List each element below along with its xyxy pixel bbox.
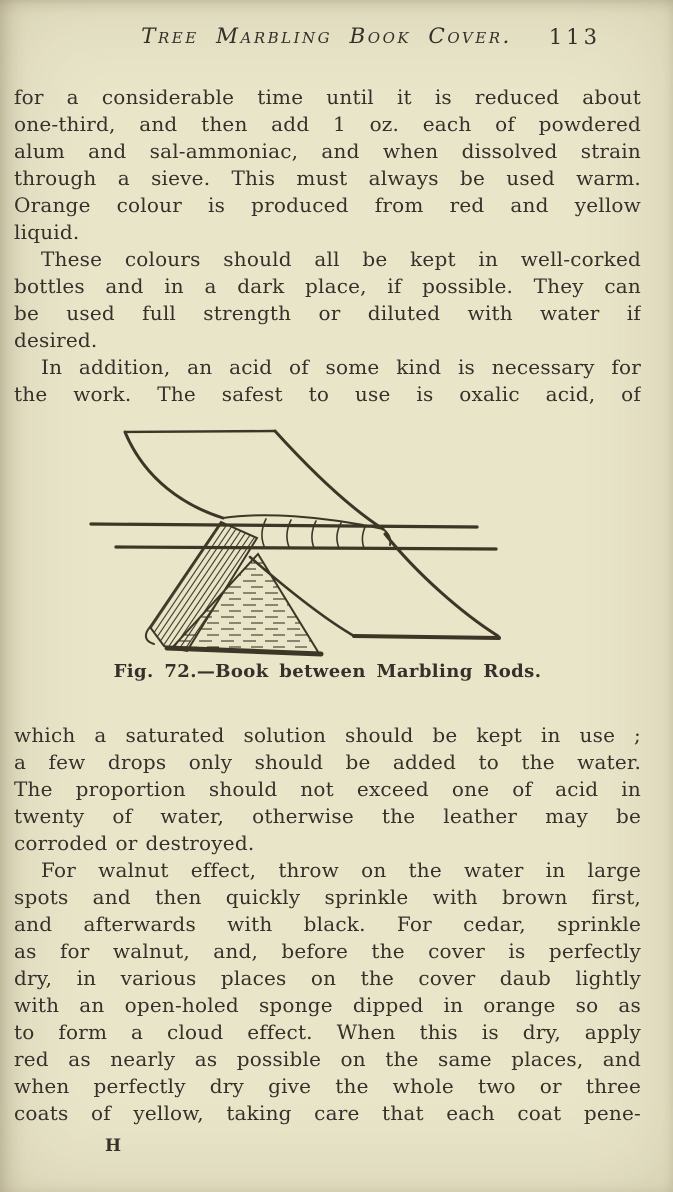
text-line: desired.: [14, 328, 98, 352]
text-line: through a sieve. This must always be used warm.: [14, 166, 641, 190]
upper-rod-line: [91, 524, 477, 527]
text-line: liquid.: [14, 220, 80, 244]
figure-72: [88, 422, 568, 684]
text-line: alum and sal-ammoniac, and when dissolved strain: [14, 139, 641, 163]
left-cover: [125, 431, 383, 529]
text-line: These colours should all be kept in well-corked: [41, 247, 641, 271]
right-cover-bottom-edge: [354, 636, 499, 638]
paragraph: [14, 84, 641, 246]
figure-illustration: [88, 422, 568, 658]
text-line: one-third, and then add 1 oz. each of powdered: [14, 112, 641, 136]
text-line: and afterwards with black. For cedar, sprinkle: [14, 912, 641, 936]
text-line: to form a cloud effect. When this is dry, apply: [14, 1020, 641, 1044]
body-text: [14, 84, 641, 1127]
paragraph: [14, 857, 641, 1127]
text-line: The proportion should not exceed one of acid in: [14, 777, 641, 801]
text-line: red as nearly as possible on the same places, and: [14, 1047, 641, 1071]
paragraph: [14, 722, 641, 857]
text-line: bottles and in a dark place, if possible. They can: [14, 274, 641, 298]
signature-mark: H: [105, 1136, 123, 1156]
text-line: as for walnut, and, before the cover is perfectly: [14, 939, 641, 963]
text-line: with an open-holed sponge dipped in orange so as: [14, 993, 641, 1017]
text-line: spots and then quickly sprinkle with brown first,: [14, 885, 641, 909]
paragraph: [14, 354, 641, 408]
text-line: dry, in various places on the cover daub lightly: [14, 966, 641, 990]
running-head: [14, 24, 639, 49]
text-line: be used full strength or diluted with water if: [14, 301, 641, 325]
text-line: when perfectly dry give the whole two or three: [14, 1074, 641, 1098]
text-line: for a considerable time until it is reduced about: [14, 85, 641, 109]
page-number: 113: [548, 25, 601, 49]
figure-caption: Fig. 72.—Book between Marbling Rods.: [113, 661, 542, 682]
text-line: Orange colour is produced from red and yellow: [14, 193, 641, 217]
text-line: a few drops only should be added to the water.: [14, 750, 641, 774]
running-title: Tree Marbling Book Cover.: [141, 24, 512, 49]
text-line: corroded or destroyed.: [14, 831, 255, 855]
text-line: twenty of water, otherwise the leather may be: [14, 804, 641, 828]
text-line: the work. The safest to use is oxalic acid, of: [14, 382, 641, 406]
paragraph: [14, 246, 641, 354]
text-line: which a saturated solution should be kept in use ;: [14, 723, 641, 747]
paragraphs-after-figure: [14, 722, 641, 1127]
lower-rod-line: [116, 547, 496, 549]
text-line: For walnut effect, throw on the water in large: [41, 858, 641, 882]
text-line: In addition, an acid of some kind is necessary for: [41, 355, 641, 379]
paragraphs-before-figure: [14, 84, 641, 408]
text-line: coats of yellow, taking care that each coat pene-: [14, 1101, 641, 1125]
